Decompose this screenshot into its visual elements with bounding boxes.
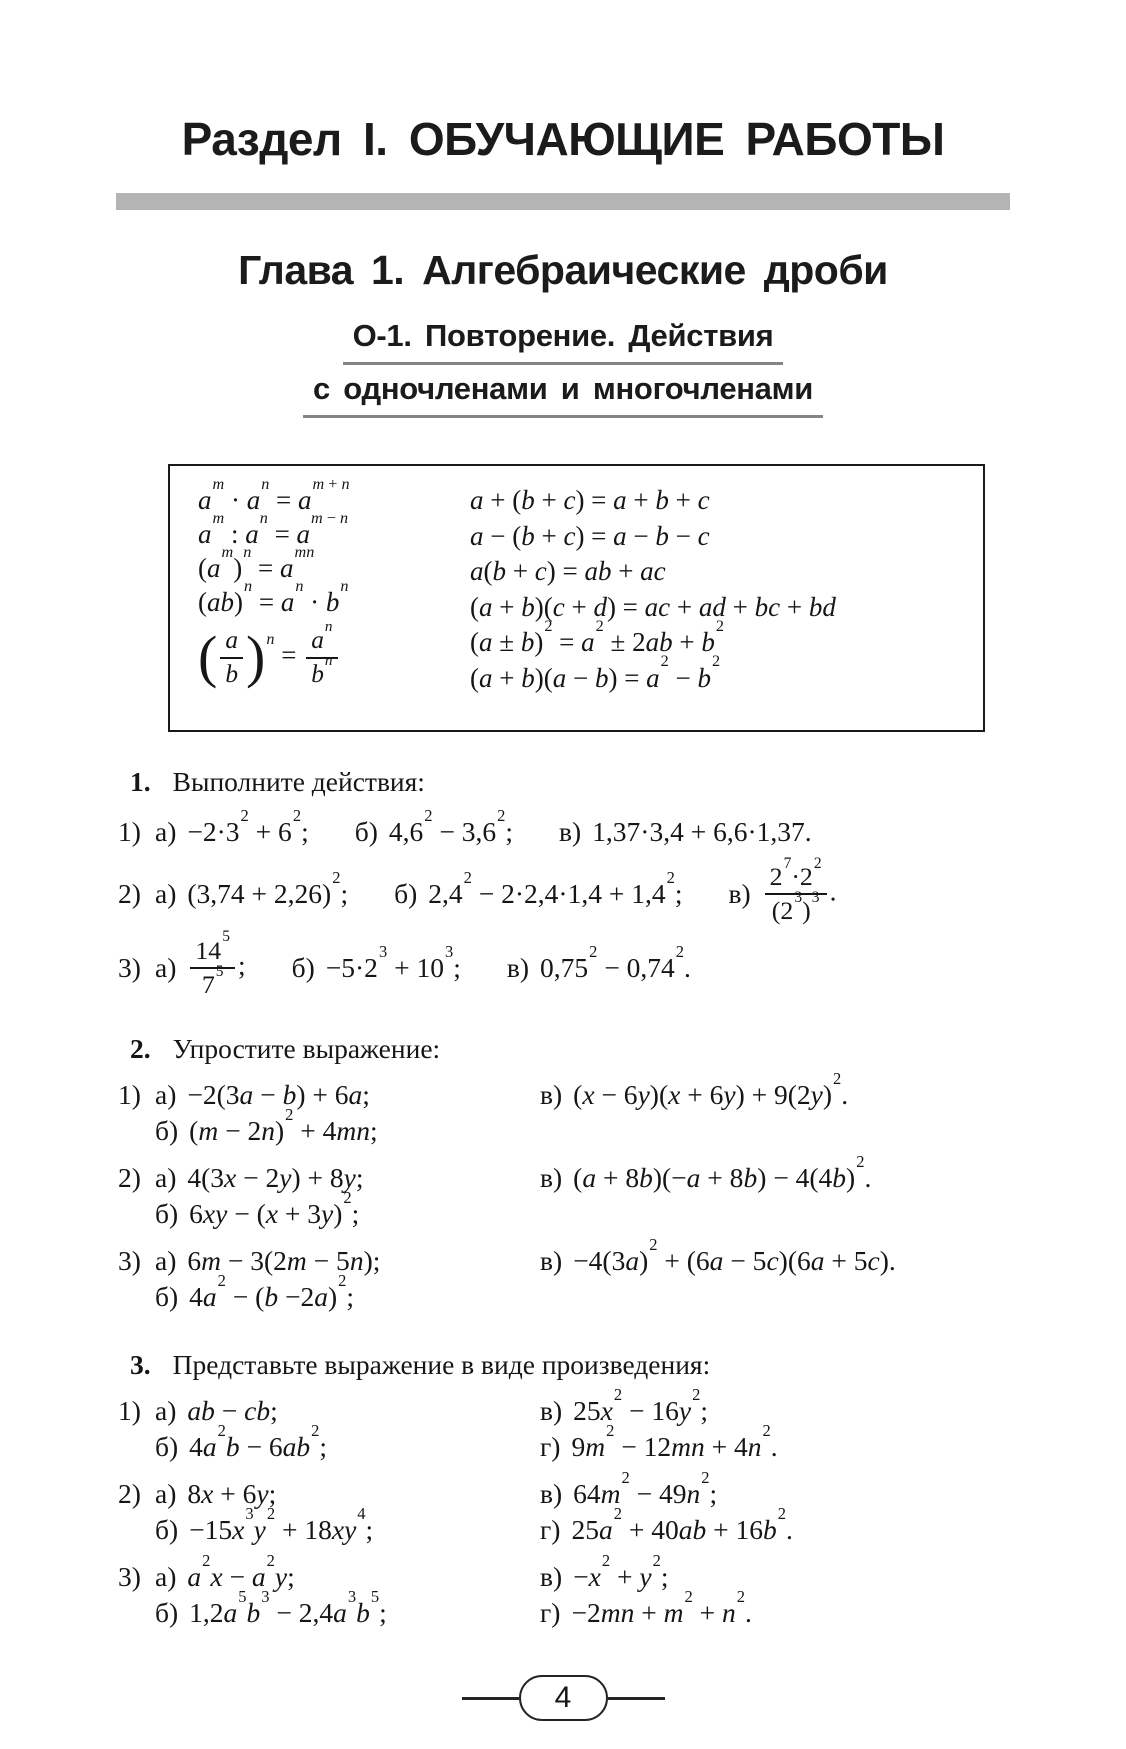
row-number: 1) [118,1395,141,1427]
task-item [540,1235,896,1279]
item-label: б) [155,1198,179,1230]
row-number: 3) [118,1245,141,1277]
math-expression: $-4(3a)^2 + (6a - 5c)(6a + 5c)$. [573,1235,896,1277]
row-number: 2) [118,1478,141,1510]
math-expression: $64m^2 - 49n^2$; [573,1468,718,1510]
math-expression: $-2\cdot 3^2 + 6^2$; [187,805,309,847]
formula-reference-box [168,464,985,732]
formula-line: a + (b + c) = a + b + c [470,485,710,515]
item-label: б) [155,1514,179,1546]
math-expression: $(a + 8b)(-a + 8b) - 4(4b)^2$. [573,1152,872,1194]
formula-line: ( $\frac{a}{b}$ )$^n$ = $\frac{a^n}{b^n}$ [198,627,470,689]
row-number: 3) [118,1561,141,1593]
item-label: а) [155,878,177,910]
formula-line: (a + b)(c + d) = ac + ad + bc + bd [470,591,836,622]
chapter-title: Глава 1. Алгебраические дроби [238,247,888,293]
formula-line: $(a \pm b)^2 = a^2 \pm 2ab + b^2$ [470,616,724,657]
exercise-3-heading [130,1348,1126,1382]
task-item [506,941,691,988]
math-expression: $4a^2 - (b -2a)^2$; [189,1271,355,1313]
task-item [291,941,461,988]
item-label: б) [155,1281,179,1313]
task-item [540,1421,778,1465]
item-label: а) [155,1395,177,1427]
task-item [540,1385,778,1429]
math-expression: $(m - 2n)^2 + 4mn$; [189,1105,378,1147]
item-label: б) [394,878,418,910]
item-label: в) [540,1079,563,1111]
math-expression: ab − cb; [187,1395,278,1427]
task-row [118,1468,1126,1548]
task-column-right [540,1069,849,1113]
math-expression: 1,37·3,4 + 6,6·1,37. [592,816,812,847]
task-item [354,805,514,852]
math-expression: $-x^2 + y^2$; [573,1551,669,1593]
task-item [155,928,246,1000]
task-item [540,1152,872,1196]
math-expression: $a^2x - a^2y$; [187,1551,295,1593]
page-footer [0,1675,1126,1721]
task-column-right [540,1551,752,1631]
item-label: г) [540,1597,561,1629]
row-number: 2) [118,878,141,910]
item-label: в) [540,1245,563,1277]
item-label: в) [540,1561,563,1593]
item-label: а) [155,952,177,984]
task-row [118,854,1126,926]
math-expression: 6m − 3(2m − 5n); [187,1245,381,1277]
row-number: 2) [118,1162,141,1194]
task-row [118,1385,1126,1465]
task-item [155,805,309,852]
task-column-right [540,1468,793,1548]
item-label: а) [155,1245,177,1277]
math-expression: $0,75^2 - 0,74^2$. [540,941,691,984]
formula-line: $(ab)^n = a^n \cdot b^n$ [198,576,349,617]
formula-line: $a^m$ : $a^n = a^{m - n}$ [198,508,349,549]
formula-line: a − (b + c) = a − b − c [470,520,710,551]
exercise-3 [0,1348,1126,1631]
item-label: б) [155,1597,179,1629]
task-column-right [540,1235,896,1279]
task-column-right [540,1152,872,1196]
task-item [540,1504,793,1548]
task-item [559,812,812,852]
formula-line: $a^m \cdot a^n = a^{m + n}$ [198,474,350,515]
task-item [155,867,349,914]
task-item [540,1551,752,1595]
item-label: в) [540,1395,563,1427]
page-number-badge: 4 [519,1675,608,1721]
item-label: а) [155,1079,177,1111]
exercise-number: 2. [130,1033,151,1065]
item-label: б) [291,952,315,984]
math-expression: $-2mn + m^2 + n^2$. [571,1587,752,1629]
exercise-title: Представьте выражение в виде произведения: [172,1349,711,1381]
task-item [728,854,837,926]
exercise-1 [0,765,1126,999]
lesson-title-line-2: с одночленами и многочленами [303,365,823,418]
math-expression: $\frac{14^5}{7^5}$ ; [187,937,245,1000]
item-label: в) [540,1478,563,1510]
math-expression: $\frac{2^7\cdot 2^2}{(2^3)^3}$ . [762,863,837,926]
math-expression: $(3,74 + 2,26)^2$; [187,867,349,910]
task-item [155,1105,1126,1149]
item-label: г) [540,1431,561,1463]
item-label: в) [540,1162,563,1194]
section-divider-bar [116,193,1010,210]
math-expression: $9m^2 - 12mn + 4n^2$. [571,1421,778,1463]
math-expression: 8x + 6y; [187,1478,277,1510]
task-row [118,1551,1126,1631]
exercise-2-heading [130,1032,1126,1066]
item-label: в) [559,816,582,847]
lesson-title [0,312,1126,418]
section-title: Раздел I. ОБУЧАЮЩИЕ РАБОТЫ [181,113,945,165]
task-item [155,1271,1126,1315]
formula-line: $(a + b)(a - b) = a^2 - b^2$ [470,652,721,693]
task-item [540,1069,849,1113]
task-item [540,1468,793,1512]
task-item [540,1587,752,1631]
math-expression: $25a^2 + 40ab + 16b^2$. [571,1504,793,1546]
math-expression: $25x^2 - 16y^2$; [573,1385,708,1427]
math-expression: $(x - 6y)(x + 6y) + 9(2y)^2$. [573,1069,849,1111]
exercise-1-heading [130,765,1126,799]
row-number: 1) [118,816,141,847]
formula-column-right [470,483,983,696]
footer-right-rule [608,1697,665,1699]
footer-left-rule [462,1697,519,1699]
item-label: г) [540,1514,561,1546]
math-expression: $2,4^2 - 2\cdot 2,4\cdot 1,4 + 1,4^2$; [428,867,683,910]
row-number: 3) [118,952,141,984]
exercise-2 [0,1032,1126,1315]
item-label: б) [155,1431,179,1463]
item-label: в) [506,952,529,984]
exercise-title: Упростите выражение: [172,1033,441,1065]
math-expression: $-15x^3y^2 + 18xy^4$; [189,1504,374,1546]
math-expression: 4(3x − 2y) + 8y; [187,1162,364,1194]
math-expression: $1,2a^5b^3 - 2,4a^3b^5$; [189,1587,387,1629]
task-row [118,1152,1126,1232]
formula-line: $(a^m)^n = a^{mn}$ [198,542,315,583]
task-row [118,1069,1126,1149]
exercise-number: 3. [130,1349,151,1381]
formula-column-left [198,474,470,689]
task-row [118,1235,1126,1315]
item-label: а) [155,1561,177,1593]
task-row [118,928,1126,1000]
math-expression: $6xy - (x + 3y)^2$; [189,1188,360,1230]
math-expression: −2(3a − b) + 6a; [187,1079,370,1111]
math-expression: $4,6^2 - 3,6^2$; [388,805,514,847]
task-row [118,805,1126,852]
math-expression: $4a^2b - 6ab^2$; [189,1421,328,1463]
item-label: а) [155,1162,177,1194]
item-label: б) [354,816,378,847]
task-column-right [540,1385,778,1465]
item-label: а) [155,816,177,847]
task-item [155,1188,1126,1232]
task-item [394,867,683,914]
item-label: а) [155,1478,177,1510]
item-label: б) [155,1115,179,1147]
row-number: 1) [118,1079,141,1111]
exercise-number: 1. [130,766,151,797]
formula-line: a(b + c) = ab + ac [470,556,666,586]
exercise-title: Выполните действия: [172,766,425,797]
item-label: в) [728,878,751,910]
math-expression: $-5\cdot 2^3 + 10^3$; [325,941,461,984]
lesson-title-line-1: О-1. Повторение. Действия [343,312,784,365]
exercise-1-rows [118,805,1126,1000]
